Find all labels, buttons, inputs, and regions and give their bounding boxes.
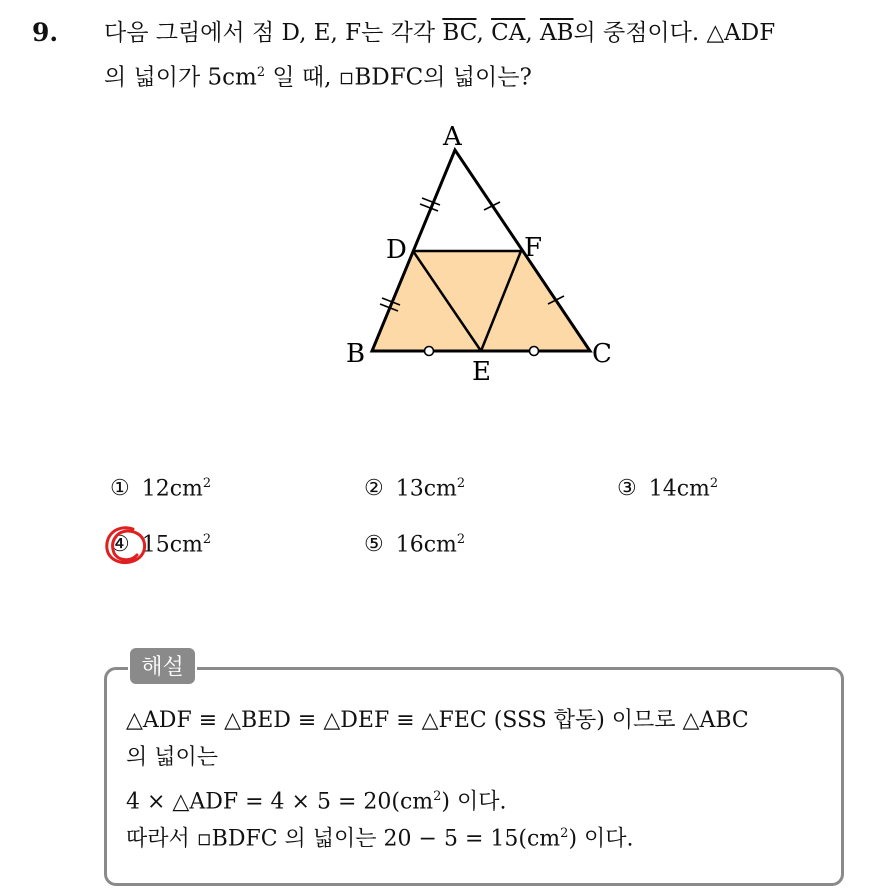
question-text-part: 다음 그림에서 점 D, E, F는 각각: [104, 20, 443, 46]
choice-mark: ②: [364, 476, 384, 502]
choice-2[interactable]: [364, 476, 465, 501]
separator: ,: [525, 20, 540, 46]
superscript: 2: [709, 476, 719, 491]
question-text-part: 의 중점이다. △ADF: [573, 20, 776, 46]
question-text-part: 의 넓이가 5cm: [104, 64, 257, 91]
superscript: 2: [256, 65, 266, 80]
choice-5[interactable]: [364, 532, 465, 557]
solution-tag: 해설: [128, 646, 197, 686]
choice-mark: ①: [110, 476, 130, 502]
choice-value: 13cm: [395, 476, 457, 502]
choice-mark: ③: [617, 476, 637, 502]
triangle-figure: [330, 115, 630, 385]
question-text-line2: [104, 58, 532, 93]
separator: ,: [476, 20, 492, 46]
circle-mark-ec: [530, 347, 539, 356]
solution-line2: 의 넓이는: [126, 745, 219, 770]
superscript: 2: [202, 476, 212, 491]
circle-mark-be: [425, 347, 434, 356]
solution-text-part: 4 × △ADF = 4 × 5 = 20(cm: [126, 789, 434, 815]
segment-ca: $\overline{CA}$: [491, 20, 526, 46]
choice-value: 14cm: [648, 476, 710, 502]
superscript: 2: [202, 532, 212, 547]
solution-text-part: ) 이다.: [441, 789, 507, 815]
segment-ab: $\overline{AB}$: [539, 20, 574, 46]
solution-text-part: 따라서 ▫BDFC 의 넓이는 20 − 5 = 15(cm: [126, 826, 561, 852]
answer-circle-icon: [103, 525, 149, 569]
choice-value: 12cm: [141, 476, 203, 502]
choice-mark: ⑤: [364, 532, 384, 558]
superscript: 2: [456, 532, 466, 547]
label-d: D: [386, 235, 407, 265]
segment-bc: $\overline{BC}$: [442, 20, 477, 46]
label-f: F: [524, 233, 543, 263]
choice-value: 15cm: [141, 532, 203, 558]
question-text-part: 일 때, ▫BDFC의 넓이는?: [265, 64, 532, 91]
label-e: E: [472, 357, 491, 385]
choice-1[interactable]: [110, 476, 211, 501]
label-a: A: [443, 122, 462, 152]
choice-3[interactable]: [617, 476, 718, 501]
solution-line4: [126, 819, 634, 854]
question-text-line1: [104, 18, 775, 48]
solution-line3: [126, 782, 507, 817]
label-b: B: [346, 339, 366, 369]
question-number: 9.: [32, 18, 59, 47]
superscript: 2: [433, 789, 442, 804]
choice-mark: ④: [110, 532, 130, 558]
superscript: 2: [456, 476, 466, 491]
solution-line1: △ADF ≡ △BED ≡ △DEF ≡ △FEC (SSS 합동) 이므로 △ABC: [126, 708, 749, 733]
label-c: C: [592, 339, 612, 369]
solution-text-part: ) 이다.: [568, 826, 634, 852]
choice-value: 16cm: [395, 532, 457, 558]
superscript: 2: [560, 826, 569, 841]
